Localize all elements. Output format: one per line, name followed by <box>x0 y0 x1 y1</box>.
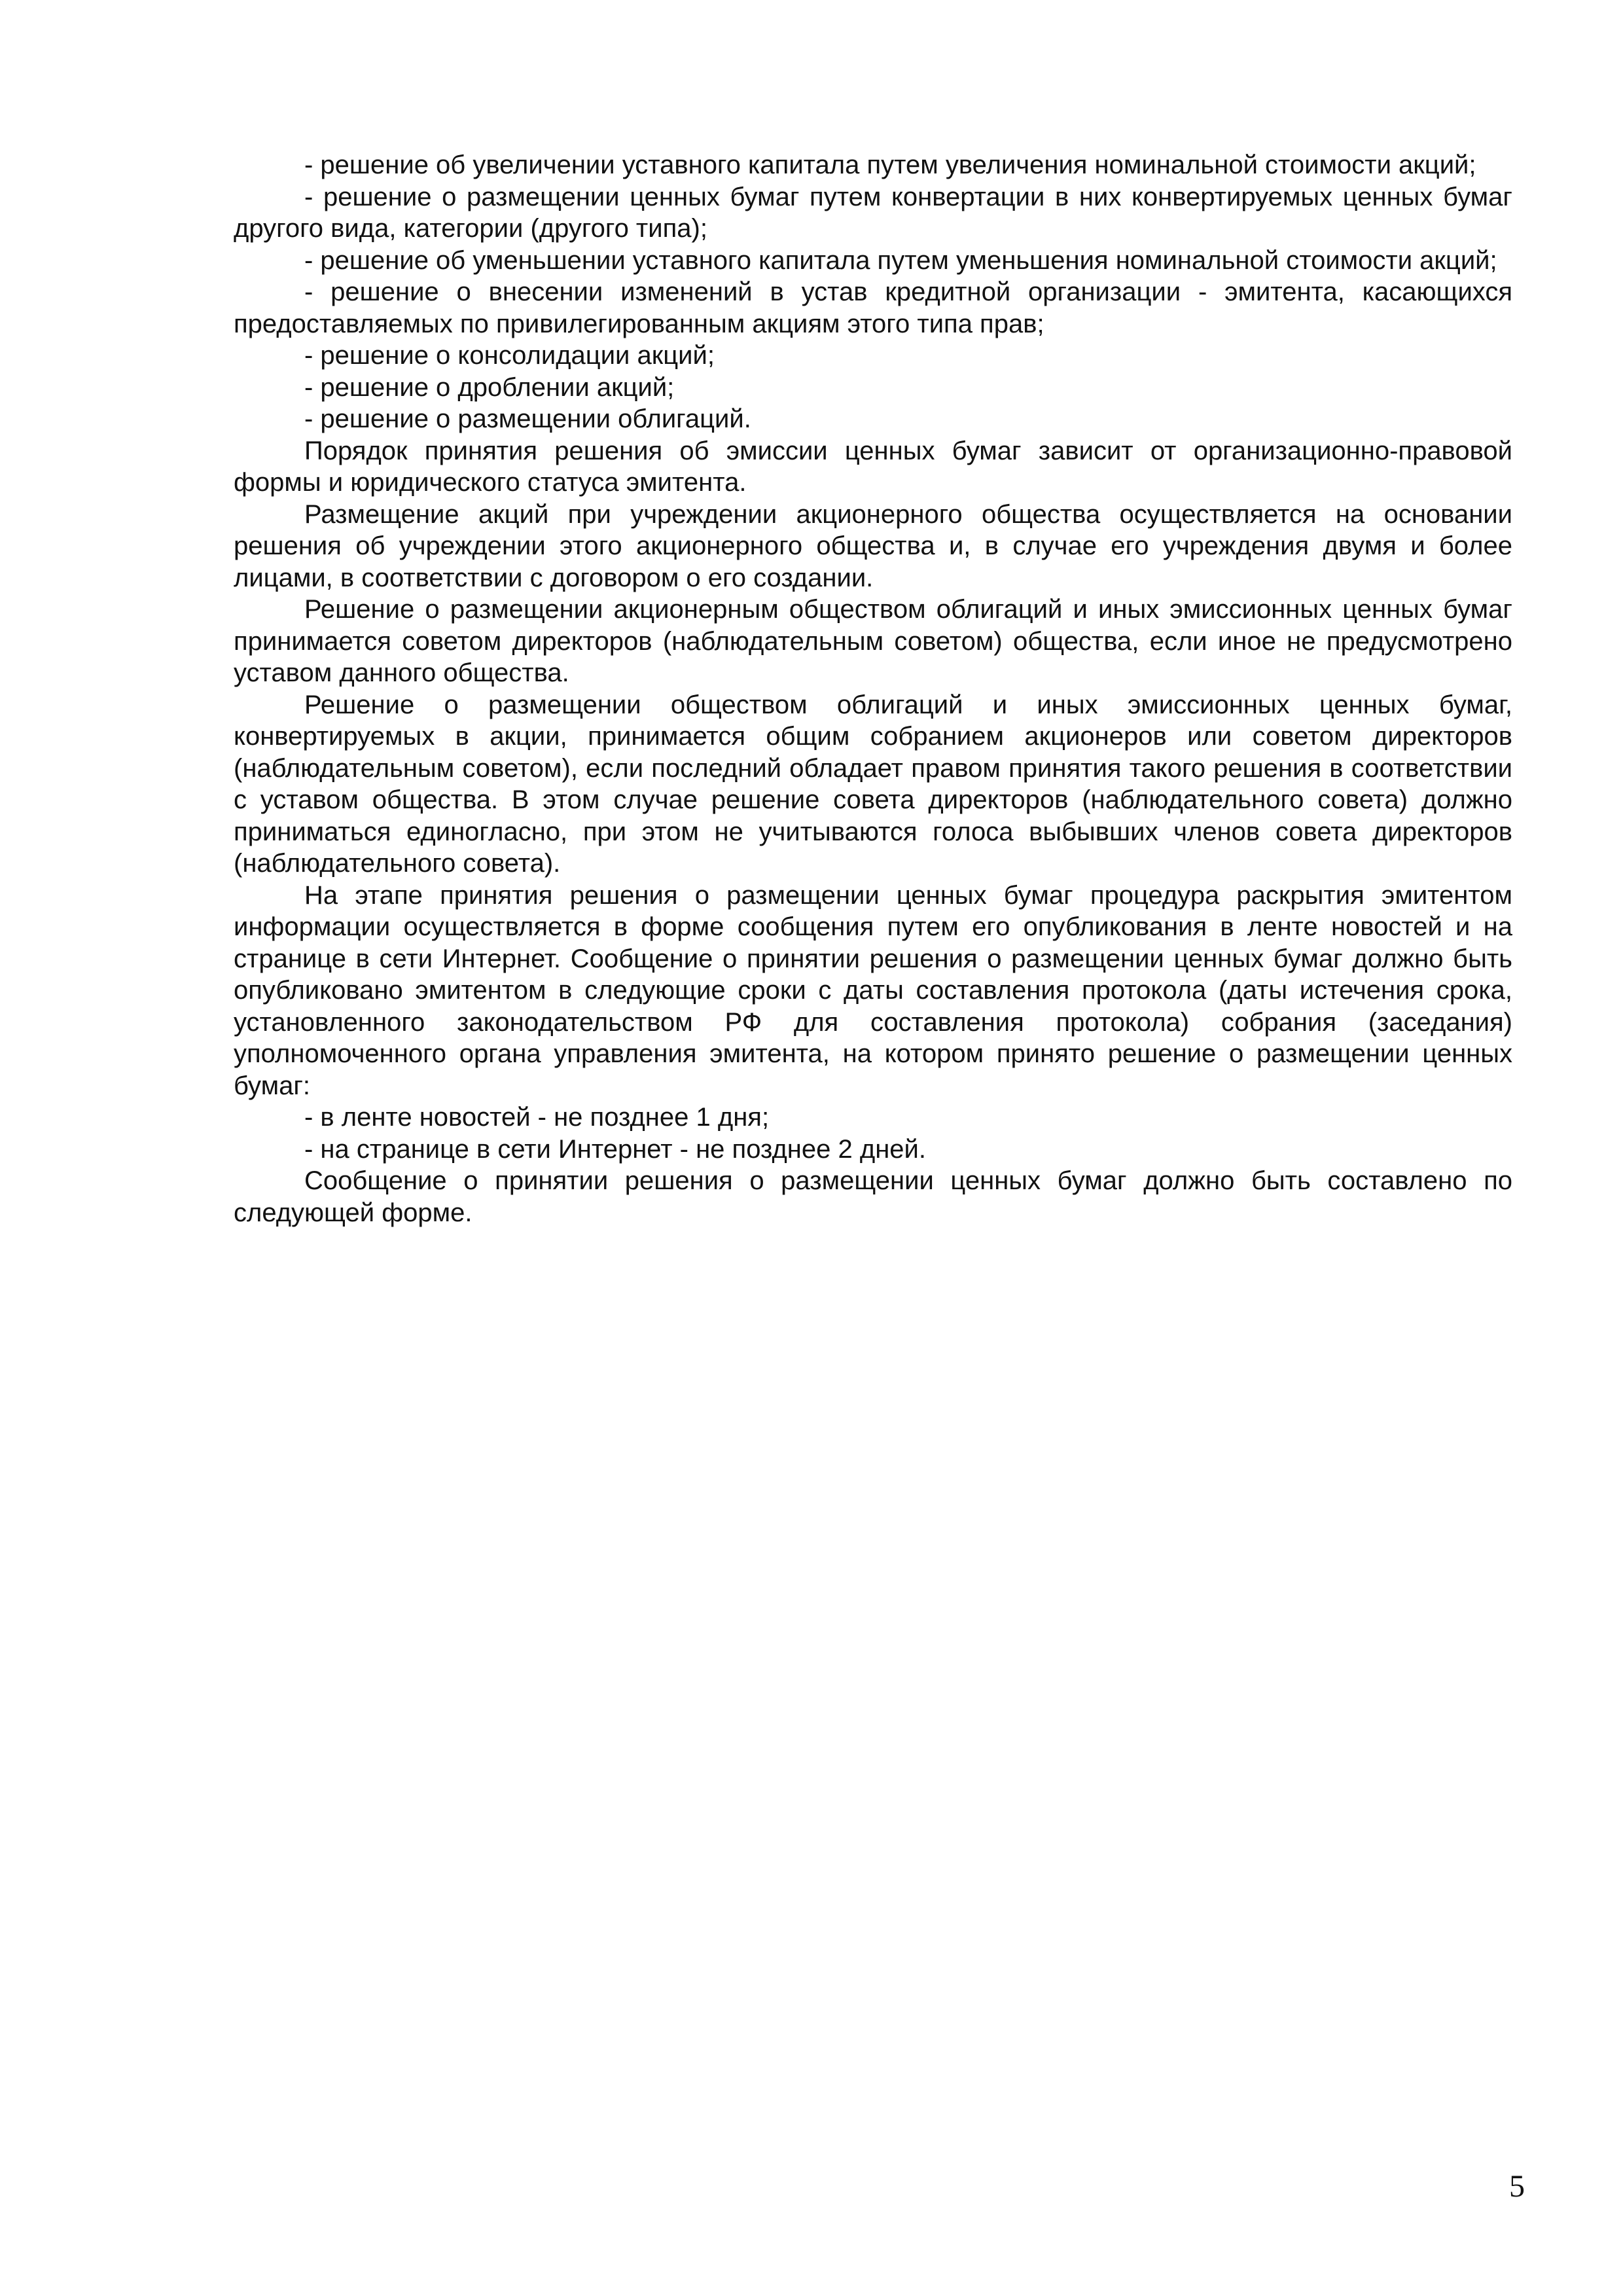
body-text <box>234 149 1512 1229</box>
paragraph: Размещение акций при учреждении акционерного общества осуществляется на основании решения об учреждении этого акционерного общества и, в случае его учреждения двумя и более лицами, в соответствии с договором о его создании. <box>234 499 1512 592</box>
paragraph: Решение о размещении обществом облигаций и иных эмиссионных ценных бумаг, конвертируемых в акции, принимается общим собранием акционеров или советом директоров (наблюдательным советом), если последний обладает правом принятия такого решения в соответствии с уставом общества. В этом случае решение совета директоров (наблюдательного совета) должно приниматься единогласно, при этом не учитываются голоса выбывших членов совета директоров (наблюдательного совета). <box>234 690 1512 878</box>
paragraph: Порядок принятия решения об эмиссии ценных бумаг зависит от организационно-правовой формы и юридического статуса эмитента. <box>234 436 1512 497</box>
paragraph: На этапе принятия решения о размещении ценных бумаг процедура раскрытия эмитентом информации осуществляется в форме сообщения путем его опубликования в ленте новостей и на странице в сети Интернет. Сообщение о принятии решения о размещении ценных бумаг должно быть опубликовано эмитентом в следующие сроки с даты составления протокола (даты истечения срока, установленного законодательством РФ для составления протокола) собрания (заседания) уполномоченного органа управления эмитента, на котором принято решение о размещении ценных бумаг: <box>234 880 1512 1100</box>
paragraph: - решение о размещении облигаций. <box>304 404 751 433</box>
paragraph: - на странице в сети Интернет - не позднее 2 дней. <box>304 1134 926 1164</box>
paragraph: - решение о дроблении акций; <box>304 372 675 402</box>
paragraph: - решение о консолидации акций; <box>304 341 715 370</box>
paragraph: Сообщение о принятии решения о размещении ценных бумаг должно быть составлено по следующей форме. <box>234 1166 1512 1227</box>
paragraph: - решение о размещении ценных бумаг путем конвертации в них конвертируемых ценных бумаг другого вида, категории (другого типа); <box>234 182 1512 243</box>
page-number: 5 <box>1509 2169 1525 2204</box>
paragraph: - решение об увеличении уставного капитала путем увеличения номинальной стоимости акций; <box>304 151 1476 179</box>
paragraph: Решение о размещении акционерным обществом облигаций и иных эмиссионных ценных бумаг принимается советом директоров (наблюдательным советом) общества, если иное не предусмотрено уставом данного общества. <box>234 595 1512 687</box>
paragraph: - решение об уменьшении уставного капитала путем уменьшения номинальной стоимости акций; <box>304 245 1497 275</box>
paragraph: - в ленте новостей - не позднее 1 дня; <box>304 1103 770 1132</box>
paragraph: - решение о внесении изменений в устав кредитной организации - эмитента, касающихся предоставляемых по привилегированным акциям этого типа прав; <box>234 278 1512 338</box>
